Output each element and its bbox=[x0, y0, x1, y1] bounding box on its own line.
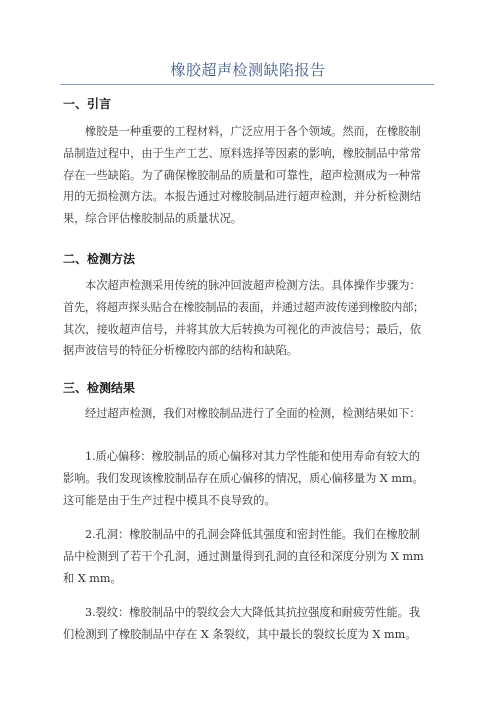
paragraph-line: 首先，将超声探头贴合在橡胶制品的表面，并通过超声波传递到橡胶内部； bbox=[63, 300, 424, 314]
paragraph-line: 3.裂纹：橡胶制品中的裂纹会大大降低其抗拉强度和耐疲劳性能。我 bbox=[85, 606, 421, 619]
section-results-intro bbox=[63, 403, 435, 425]
paragraph-line: 果，综合评估橡胶制品的质量状况。 bbox=[63, 212, 243, 226]
section-heading-method: 二、检测方法 bbox=[63, 252, 136, 266]
document-title: 橡胶超声检测缺陷报告 bbox=[170, 61, 326, 79]
title-underline bbox=[60, 84, 434, 85]
section-introduction-body bbox=[63, 121, 435, 230]
paragraph-line: 橡胶是一种重要的工程材料，广泛应用于各个领域。然而，在橡胶制 bbox=[85, 125, 421, 138]
result-item-cracks bbox=[63, 602, 435, 646]
paragraph-line: 1.质心偏移：橡胶制品的质心偏移对其力学性能和使用寿命有较大的 bbox=[85, 450, 421, 463]
paragraph-line: 经过超声检测，我们对橡胶制品进行了全面的检测，检测结果如下： bbox=[85, 407, 421, 420]
section-method-body bbox=[63, 275, 435, 362]
paragraph-line: 2.孔洞：橡胶制品中的孔洞会降低其强度和密封性能。我们在橡胶制 bbox=[85, 528, 421, 541]
paragraph-line: 和 X mm。 bbox=[63, 571, 122, 585]
paragraph-line: 品中检测到了若干个孔洞，通过测量得到孔洞的直径和深度分别为 X mm bbox=[63, 549, 424, 563]
paragraph-line: 其次，接收超声信号，并将其放大后转换为可视化的声波信号；最后，依 bbox=[63, 322, 422, 336]
paragraph-line: 这可能是由于生产过程中模具不良导致的。 bbox=[63, 493, 276, 507]
result-item-centroid-offset bbox=[63, 446, 435, 511]
paragraph-line: 们检测到了橡胶制品中存在 X 条裂纹，其中最长的裂纹长度为 X mm。 bbox=[63, 627, 417, 641]
paragraph-line: 据声波信号的特征分析橡胶内部的结构和缺陷。 bbox=[63, 344, 298, 358]
paragraph-line: 本次超声检测采用传统的脉冲回波超声检测方法。具体操作步骤为： bbox=[85, 279, 421, 292]
result-item-voids bbox=[63, 524, 435, 589]
section-heading-introduction: 一、引言 bbox=[63, 97, 112, 111]
paragraph-line: 存在一些缺陷。为了确保橡胶制品的质量和可靠性，超声检测成为一种常 bbox=[63, 168, 422, 182]
paragraph-line: 影响。我们发现该橡胶制品存在质心偏移的情况，质心偏移量为 X mm。 bbox=[63, 471, 424, 485]
paragraph-line: 用的无损检测方法。本报告通过对橡胶制品进行超声检测，并分析检测结 bbox=[63, 190, 422, 204]
section-heading-results: 三、检测结果 bbox=[63, 381, 136, 395]
paragraph-line: 品制造过程中，由于生产工艺、原料选择等因素的影响，橡胶制品中常常 bbox=[63, 146, 422, 160]
